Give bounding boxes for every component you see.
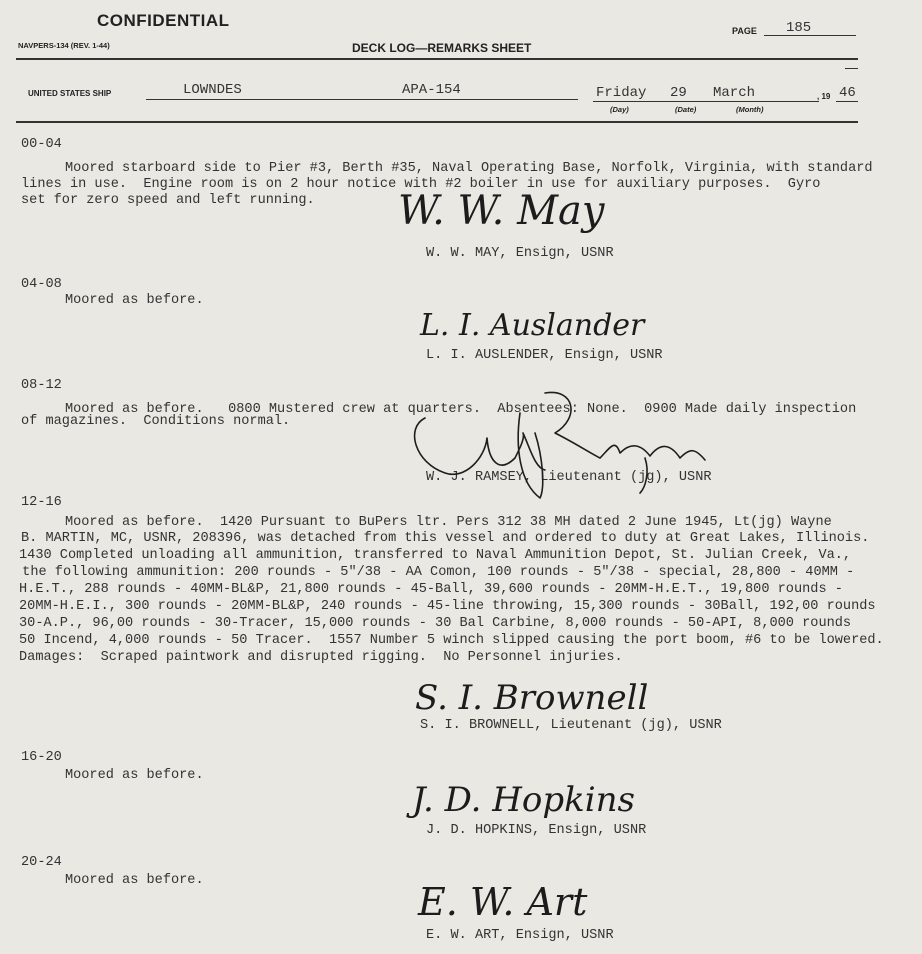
watch-remark-line: Moored as before. xyxy=(16,873,204,888)
year-prefix: , 19 xyxy=(817,92,831,101)
month-caption: (Month) xyxy=(736,105,764,114)
signature-block: J. D. HOPKINS, Ensign, USNR xyxy=(426,823,647,838)
watch-remark-line: lines in use. Engine room is on 2 hour notice with #2 boiler in use for auxiliary purposes. Gyro xyxy=(21,177,821,192)
watch-remark-line: H.E.T., 288 rounds - 40MM-BL&P, 21,800 rounds - 45-Ball, 39,600 rounds - 20MM-H.E.T., 19,800 rounds - xyxy=(19,582,843,597)
watch-remark-line: of magazines. Conditions normal. xyxy=(21,414,291,429)
signature-block: W. W. MAY, Ensign, USNR xyxy=(426,246,614,261)
day-value: Friday xyxy=(596,85,647,101)
year-line xyxy=(836,101,858,102)
handwritten-signature: L. I. Auslander xyxy=(420,308,645,343)
watch-remark-line: 20MM-H.E.I., 300 rounds - 20MM-BL&P, 240 rounds - 45-line throwing, 15,300 rounds - 30Ball, 192,00 rounds xyxy=(19,599,876,614)
handwritten-signature: E. W. Art xyxy=(418,880,588,924)
header-thin-rule xyxy=(845,68,858,69)
watch-time: 16-20 xyxy=(21,750,62,765)
hull-number: APA-154 xyxy=(402,82,461,98)
watch-remark-line: Moored starboard side to Pier #3, Berth #35, Naval Operating Base, Norfolk, Virginia, with standard xyxy=(16,161,873,176)
watch-time: 08-12 xyxy=(21,378,62,393)
handwritten-signature xyxy=(405,388,705,508)
watch-remark-line: 1430 Completed unloading all ammunition, transferred to Naval Ammunition Depot, St. Julian Creek, Va., xyxy=(19,548,852,563)
watch-time: 04-08 xyxy=(21,277,62,292)
form-title: DECK LOG—REMARKS SHEET xyxy=(352,41,532,55)
watch-remark-line: Moored as before. xyxy=(16,293,204,308)
year-value: 46 xyxy=(839,85,856,101)
date-line xyxy=(593,101,819,102)
watch-remark-line: the following ammunition: 200 rounds - 5"/38 - AA Comon, 100 rounds - 5"/38 - special, 28,800 - 40MM - xyxy=(14,565,855,580)
watch-remark-line: set for zero speed and left running. xyxy=(21,193,315,208)
day-caption: (Day) xyxy=(610,105,629,114)
classification-heading: CONFIDENTIAL xyxy=(97,11,230,30)
month-value: March xyxy=(713,85,756,101)
form-number: NAVPERS-134 (REV. 1-44) xyxy=(18,41,110,50)
watch-time: 00-04 xyxy=(21,137,62,152)
watch-remark-line: 30-A.P., 96,00 rounds - 30-Tracer, 15,000 rounds - 30 Bal Carbine, 8,000 rounds - 50-API, 8,000 rounds xyxy=(19,616,852,631)
page-label: PAGE xyxy=(732,26,757,36)
signature-block: S. I. BROWNELL, Lieutenant (jg), USNR xyxy=(420,718,722,733)
header-top-rule xyxy=(16,58,858,60)
signature-block: L. I. AUSLENDER, Ensign, USNR xyxy=(426,348,663,363)
date-caption: (Date) xyxy=(675,105,697,114)
signature-block: W. J. RAMSEY, Lieutenant (jg), USNR xyxy=(426,470,712,485)
watch-time: 20-24 xyxy=(21,855,62,870)
ship-line xyxy=(146,99,578,100)
handwritten-signature: J. D. Hopkins xyxy=(412,780,635,820)
ship-label: UNITED STATES SHIP xyxy=(28,89,112,98)
watch-remark-line: Moored as before. 1420 Pursuant to BuPers ltr. Pers 312 38 MH dated 2 June 1945, Lt(jg) Wayne xyxy=(16,515,832,530)
handwritten-signature: S. I. Brownell xyxy=(415,678,649,718)
handwritten-signature: W. W. May xyxy=(398,188,605,234)
header-bottom-rule xyxy=(16,121,858,123)
date-value: 29 xyxy=(670,85,687,101)
watch-time: 12-16 xyxy=(21,495,62,510)
watch-remark-line: B. MARTIN, MC, USNR, 208396, was detached from this vessel and ordered to duty at Great Lakes, Illinois. xyxy=(21,531,870,546)
watch-remark-line: Damages: Scraped paintwork and disrupted rigging. No Personnel injuries. xyxy=(19,650,623,665)
ship-name: LOWNDES xyxy=(183,82,242,98)
watch-remark-line: Moored as before. xyxy=(16,768,204,783)
page-number: 185 xyxy=(786,20,812,36)
signature-block: E. W. ART, Ensign, USNR xyxy=(426,928,614,943)
watch-remark-line: Moored as before. 0800 Mustered crew at quarters. Absentees: None. 0900 Made daily inspection xyxy=(16,402,857,417)
watch-remark-line: 50 Incend, 4,000 rounds - 50 Tracer. 1557 Number 5 winch slipped causing the port boom, #6 to be lowered. xyxy=(19,633,884,648)
